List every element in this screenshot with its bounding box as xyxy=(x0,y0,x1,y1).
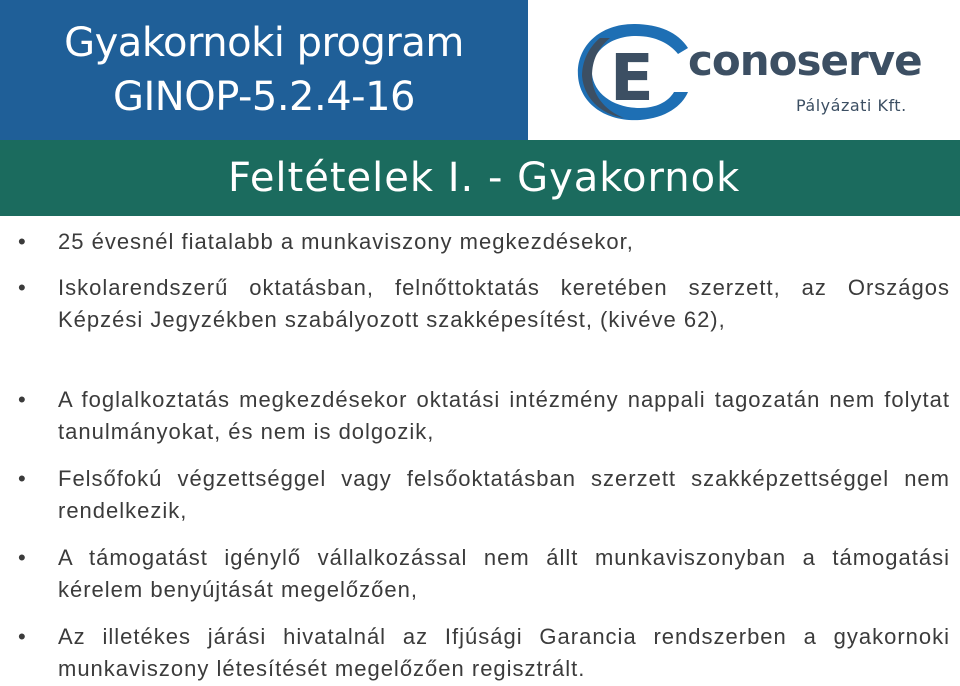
logo-initial: E xyxy=(610,42,654,116)
logo-subtitle: Pályázati Kft. xyxy=(796,96,907,115)
section-title-bar xyxy=(0,140,960,216)
condition-item: • A támogatást igénylő vállalkozással nem állt munkaviszonyban a támogatási kérelem benyújtását megelőzően, xyxy=(58,542,950,606)
logo-e-icon xyxy=(570,18,700,130)
condition-item: • Iskolarendszerű oktatásban, felnőttoktatás keretében szerzett, az Országos Képzési Jegyzékben szabályozott szakképesítést, (kivéve 62), xyxy=(58,272,950,336)
title-line-2: GINOP-5.2.4-16 xyxy=(113,74,415,120)
title-box xyxy=(0,0,528,140)
logo-name: conoserve xyxy=(688,36,922,85)
section-title: Feltételek I. - Gyakornok xyxy=(228,155,741,201)
econoserve-logo xyxy=(570,18,930,130)
condition-item: • 25 évesnél fiatalabb a munkaviszony megkezdésekor, xyxy=(58,226,950,258)
condition-item: • Felsőfokú végzettséggel vagy felsőoktatásban szerzett szakképzettséggel nem rendelkezik, xyxy=(58,463,950,527)
condition-item: • Az illetékes járási hivatalnál az Ifjúsági Garancia rendszerben a gyakornoki munkaviszony létesítését megelőzően regisztrált. xyxy=(58,621,950,685)
title-line-1: Gyakornoki program xyxy=(64,20,464,66)
condition-item: • A foglalkoztatás megkezdésekor oktatási intézmény nappali tagozatán nem folytat tanulmányokat, és nem is dolgozik, xyxy=(58,384,950,448)
